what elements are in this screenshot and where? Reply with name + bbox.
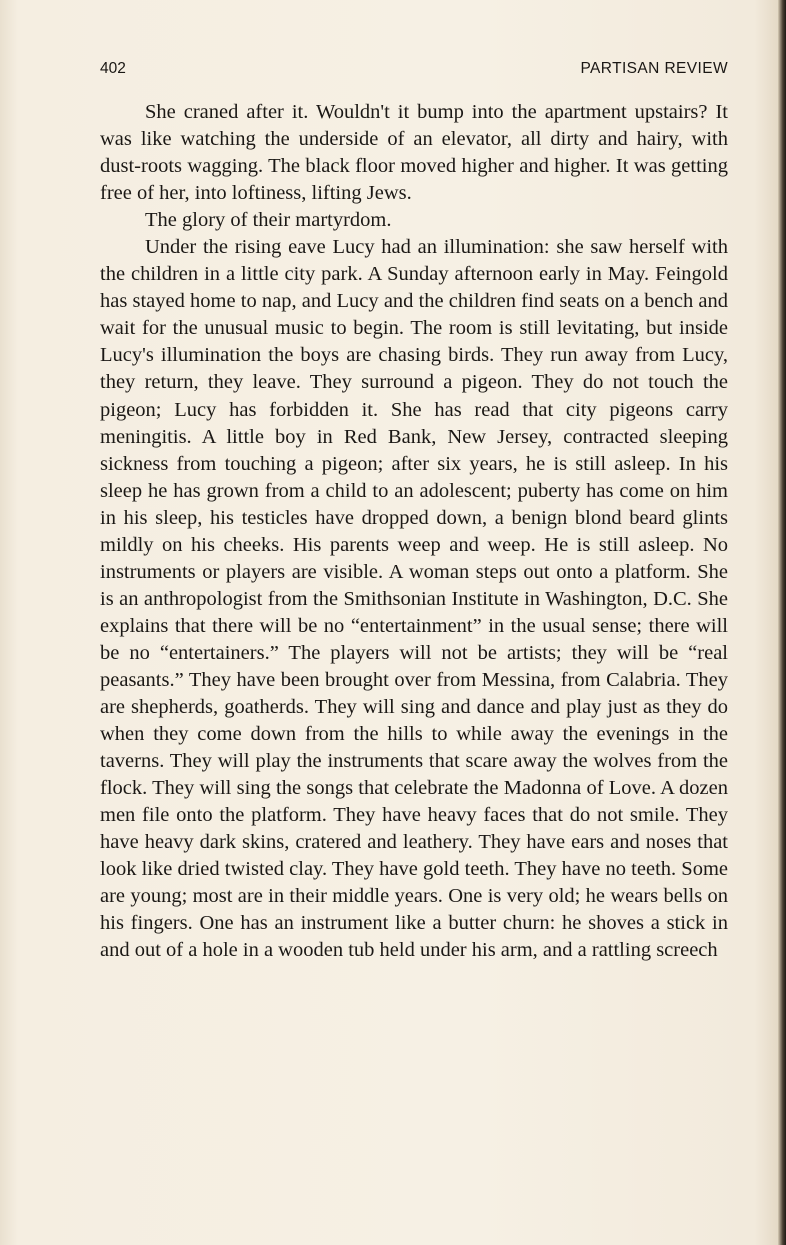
page-header (100, 60, 728, 84)
paragraph: The glory of their martyrdom. (145, 209, 392, 232)
paragraph: Under the rising eave Lucy had an illumination: she saw herself with the children in a little city park. A Sunday afternoon early in May. Feingold has stayed home to nap, and Lucy and the children find seats on a bench and wait for the unusual music to begin. The room is still levitating, but inside Lucy's illumination the boys are chasing birds. They run away from Lucy, they return, they leave. They surround a pigeon. They do not touch the pigeon; Lucy has forbidden it. She has read that city pigeons carry meningitis. A little boy in Red Bank, New Jersey, contracted sleeping sickness from touching a pigeon; after six years, he is still asleep. In his sleep he has grown from a child to an adolescent; puberty has come on him in his sleep, his testicles have dropped down, a benign blond beard glints mildly on his cheeks. His parents weep and weep. He is still asleep. No instruments or players are visible. A woman steps out onto a platform. She is an anthropologist from the Smithsonian Institute in Washington, D.C. She explains that there will be no “entertainment” in the usual sense; there will be no “entertainers.” The players will not be artists; they will be “real peasants.” They have been brought over from Messina, from Calabria. They are shepherds, goatherds. They will sing and dance and play just as they do when they come down from the hills to while away the evenings in the taverns. They will play the instruments that scare away the wolves from the flock. They will sing the songs that celebrate the Madonna of Love. A dozen men file onto the platform. They have heavy faces that do not smile. They have heavy dark skins, cratered and leathery. They have ears and noses that look like dried twisted clay. They have gold teeth. They have no teeth. Some are young; most are in their middle years. One is very old; he wears bells on his fingers. One has an instrument like a butter churn: he shoves a stick in and out of a hole in a wooden tub held under his arm, and a rattling screech (100, 236, 728, 962)
body-text (100, 99, 728, 965)
page-number: 402 (100, 60, 126, 77)
running-head: PARTISAN REVIEW (580, 60, 728, 77)
paragraph: She craned after it. Wouldn't it bump into the apartment upstairs? It was like watching the underside of an elevator, all dirty and hairy, with dust-roots wagging. The black floor moved higher and higher. It was getting free of her, into loftiness, lifting Jews. (100, 101, 728, 205)
page-binding-edge (778, 0, 786, 1245)
